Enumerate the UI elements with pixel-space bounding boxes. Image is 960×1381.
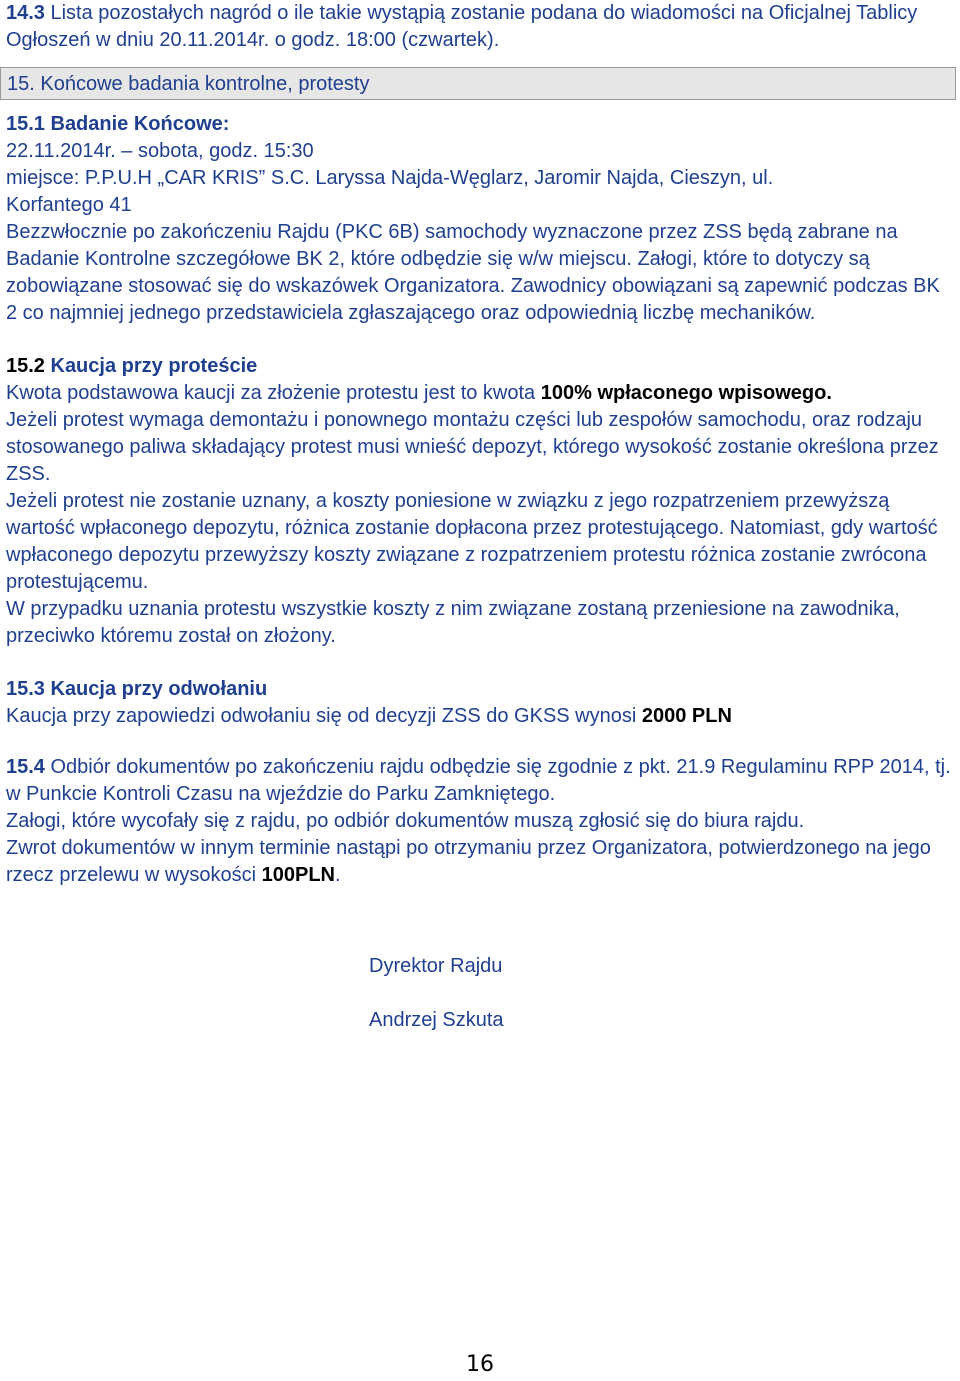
paragraph-14-3 — [6, 0, 951, 54]
heading-15-3-title: Kaucja przy odwołaniu — [44, 678, 268, 700]
section-number-15-1: 15.1 — [6, 113, 45, 135]
paragraph-15-4-c — [6, 835, 951, 889]
signature-name: Andrzej Szkuta — [369, 1009, 504, 1031]
paragraph-15-4-b: Załogi, które wycofały się z rajdu, po odbiór dokumentów muszą zgłosić się do biura rajdu. — [6, 810, 805, 832]
heading-15-3 — [6, 676, 951, 703]
heading-15-2-title: Kaucja przy proteście — [44, 355, 258, 377]
section-number-14-3: 14.3 — [6, 2, 45, 24]
paragraph-15-4-c-bold: 100PLN — [261, 864, 335, 886]
paragraph-15-4-c-text: Zwrot dokumentów w innym terminie nastąpi po otrzymaniu przez Organizatora, potwierdzonego na jego rzecz przelewu w wysokości — [6, 837, 931, 886]
heading-15-1 — [6, 111, 951, 138]
paragraph-15-2-d: W przypadku uznania protestu wszystkie koszty z nim związane zostaną przeniesione na zawodnika, przeciwko któremu został on złożony. — [6, 598, 900, 647]
heading-15-2 — [6, 353, 951, 380]
place-line-15-1-b: Korfantego 41 — [6, 194, 132, 216]
paragraph-15-4-c-suffix: . — [335, 864, 341, 886]
page-number: 16 — [466, 1352, 494, 1377]
section-number-15-3: 15.3 — [6, 678, 45, 700]
section-15-heading: 15. Końcowe badania kontrolne, protesty — [7, 73, 370, 95]
paragraph-15-2-c: Jeżeli protest nie zostanie uznany, a koszty poniesione w związku z jego rozpatrzeniem przewyższą wartość wpłaconego depozytu, różnica zostanie dopłacona przez protestującego. Natomiast, gdy wartość wpłaconego depozytu przewyższy koszty związane z rozpatrzeniem protestu różnica zostanie zwrócona protestującemu. — [6, 490, 938, 593]
paragraph-15-3 — [6, 703, 951, 730]
paragraph-15-4-a — [6, 754, 951, 808]
paragraph-15-4-a-text: Odbiór dokumentów po zakończeniu rajdu odbędzie się zgodnie z pkt. 21.9 Regulaminu RPP 2014, tj. w Punkcie Kontroli Czasu na wjeździe do Parku Zamkniętego. — [6, 756, 951, 805]
paragraph-15-3-bold: 2000 PLN — [641, 705, 732, 727]
section-number-15-4: 15.4 — [6, 756, 45, 778]
paragraph-15-3-text: Kaucja przy zapowiedzi odwołaniu się od decyzji ZSS do GKSS wynosi — [6, 705, 642, 727]
heading-15-1-title: Badanie Końcowe: — [44, 113, 230, 135]
signature-role: Dyrektor Rajdu — [369, 955, 503, 977]
paragraph-15-1-body: Bezzwłocznie po zakończeniu Rajdu (PKC 6B) samochody wyznaczone przez ZSS będą zabrane na Badanie Kontrolne szczegółowe BK 2, które odbędzie się w/w miejscu. Załogi, które to dotyczy są zobowiązane stosować się do wskazówek Organizatora. Zawodnicy obowiązani są zapewnić podczas BK 2 co najmniej jednego przedstawiciela zgłaszającego oraz odpowiednią liczbę mechaników. — [6, 221, 940, 324]
paragraph-15-2-a-bold: 100% wpłaconego wpisowego. — [540, 382, 832, 404]
paragraph-15-2-a — [6, 380, 951, 407]
paragraph-15-2-b: Jeżeli protest wymaga demontażu i ponownego montażu części lub zespołów samochodu, oraz rodzaju stosowanego paliwa składający protest musi wnieść depozyt, którego wysokość zostanie określona przez ZSS. — [6, 409, 939, 485]
document-page — [6, 0, 951, 1034]
section-number-15-2: 15.2 — [6, 355, 45, 377]
place-line-15-1-a: miejsce: P.P.U.H „CAR KRIS” S.C. Laryssa Najda-Węglarz, Jaromir Najda, Cieszyn, ul. — [6, 167, 774, 189]
paragraph-15-2-a-text: Kwota podstawowa kaucji za złożenie protestu jest to kwota — [6, 382, 541, 404]
paragraph-14-3-text: Lista pozostałych nagród o ile takie wystąpią zostanie podana do wiadomości na Oficjalnej Tablicy Ogłoszeń w dniu 20.11.2014r. o godz. 18:00 (czwartek). — [6, 2, 918, 51]
date-line-15-1: 22.11.2014r. – sobota, godz. 15:30 — [6, 140, 314, 162]
section-15-heading-bar — [0, 67, 956, 100]
